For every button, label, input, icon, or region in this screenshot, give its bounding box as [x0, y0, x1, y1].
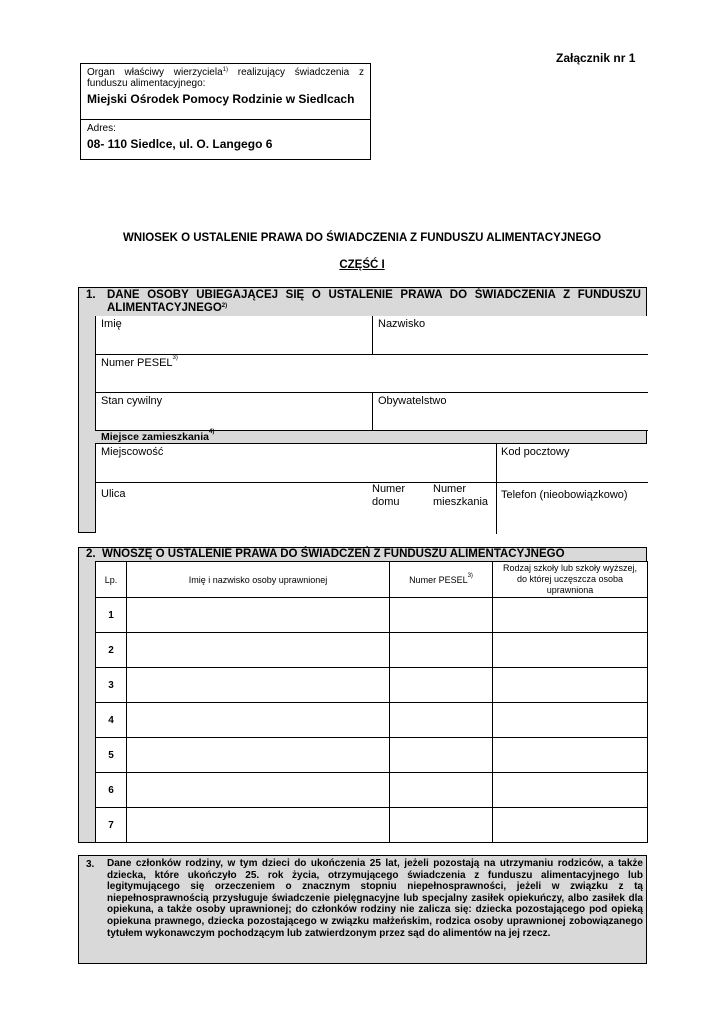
school-cell[interactable] [493, 598, 648, 633]
first-name-field[interactable]: Imię [101, 318, 122, 330]
school-cell[interactable] [493, 773, 648, 808]
column-name: Imię i nazwisko osoby uprawnionej [127, 562, 390, 598]
row-number: 5 [96, 738, 127, 773]
residence-label: Miejsce zamieszkania$^{4)}$ [101, 429, 215, 443]
pesel-cell[interactable] [390, 633, 493, 668]
school-cell[interactable] [493, 808, 648, 843]
pesel-field[interactable]: Numer PESEL$^{3)}$ [101, 355, 178, 369]
marital-status-field[interactable]: Stan cywilny [101, 395, 163, 407]
table-row [96, 808, 648, 843]
organ-name: Miejski Ośrodek Pomocy Rodzinie w Siedlcach [87, 92, 355, 106]
row-number: 7 [96, 808, 127, 843]
column-lp: Lp. [96, 562, 127, 598]
table-header-row [96, 562, 648, 598]
last-name-field[interactable]: Nazwisko [378, 318, 426, 330]
phone-field[interactable]: Telefon (nieobowiązkowo) [501, 489, 628, 501]
house-number-field[interactable]: Numer domu [372, 483, 406, 508]
personal-data-block [95, 316, 647, 431]
row-number: 4 [96, 703, 127, 738]
section-3-number: 3. [86, 859, 95, 870]
address-section [81, 120, 370, 151]
table-row [96, 703, 648, 738]
pesel-cell[interactable] [390, 668, 493, 703]
row-number: 6 [96, 773, 127, 808]
town-field[interactable]: Miejscowość [101, 446, 164, 458]
name-cell[interactable] [127, 773, 390, 808]
name-cell[interactable] [127, 598, 390, 633]
annex-label: Załącznik nr 1 [556, 51, 636, 65]
pesel-cell[interactable] [390, 808, 493, 843]
pesel-cell[interactable] [390, 773, 493, 808]
organ-box [80, 63, 371, 160]
row-number: 3 [96, 668, 127, 703]
column-school: Rodzaj szkoły lub szkoły wyższej, do której uczęszcza osoba uprawniona [493, 562, 648, 598]
name-cell[interactable] [127, 703, 390, 738]
address-label: Adres: [87, 123, 116, 134]
citizenship-field[interactable]: Obywatelstwo [378, 395, 447, 407]
residence-block [95, 443, 647, 533]
section-2-header [86, 548, 565, 560]
section-1-number: 1. [86, 289, 96, 301]
section-2-title: WNOSZĘ O USTALENIE PRAWA DO ŚWIADCZEŃ Z FUNDUSZU ALIMENTACYJNEGO [101, 548, 565, 560]
name-cell[interactable] [127, 633, 390, 668]
section-request [78, 547, 647, 843]
street-field[interactable]: Ulica [101, 488, 126, 500]
address-value: 08- 110 Siedlce, ul. O. Langego 6 [87, 137, 273, 151]
section-applicant [78, 287, 647, 533]
table-row [96, 738, 648, 773]
pesel-cell[interactable] [390, 598, 493, 633]
organ-label: Organ właściwy wierzyciela$^{1)}$ realizujący świadczenia z funduszu alimentacyjnego: [87, 67, 364, 89]
section-3-text: Dane członków rodziny, w tym dzieci do ukończenia 25 lat, jeżeli pozostają na utrzymaniu rodziców, a także dziecka, które ukończyło 25. rok życia, otrzymującego świadczenia z funduszu alimentacyjnego lub legitymującego się orzeczeniem o znacznym stopniu niepełnosprawności, jeżeli w związku z tą niepełnosprawnością przysługuje świadczenie pielęgnacyjne lub specjalny zasiłek opiekuńczy, albo zasiłek dla opiekuna, a także osoby uprawnionej; do członków rodziny nie zalicza się: dziecka pozostającego pod opieką opiekuna prawnego, dziecka pozostającego w związku małżeńskim, rodzica osoby uprawnionej zobowiązanego tytułem wykonawczym pochodzącym lub zatwierdzonym przez sąd do alimentów na jej rzecz. [107, 858, 643, 939]
beneficiaries-table [95, 561, 648, 843]
name-cell[interactable] [127, 808, 390, 843]
section-1-title: DANE OSOBY UBIEGAJĄCEJ SIĘ O USTALENIE PRAWA DO ŚWIADCZENIA Z FUNDUSZU ALIMENTACYJNEGO$^{2)}$ [107, 289, 641, 314]
name-cell[interactable] [127, 738, 390, 773]
pesel-cell[interactable] [390, 703, 493, 738]
table-row [96, 598, 648, 633]
school-cell[interactable] [493, 703, 648, 738]
document-title: WNIOSEK O USTALENIE PRAWA DO ŚWIADCZENIA Z FUNDUSZU ALIMENTACYJNEGO [122, 232, 602, 244]
pesel-cell[interactable] [390, 738, 493, 773]
table-row [96, 668, 648, 703]
table-row [96, 773, 648, 808]
row-number: 2 [96, 633, 127, 668]
school-cell[interactable] [493, 633, 648, 668]
table-row [96, 633, 648, 668]
postal-code-field[interactable]: Kod pocztowy [501, 446, 570, 458]
section-family-members [78, 855, 647, 964]
school-cell[interactable] [493, 668, 648, 703]
organ-section [81, 64, 370, 120]
section-2-number: 2. [86, 548, 96, 560]
column-pesel: Numer PESEL$^{3)}$ [390, 562, 493, 598]
part-title: CZĘŚĆ I [339, 259, 385, 271]
row-number: 1 [96, 598, 127, 633]
name-cell[interactable] [127, 668, 390, 703]
apartment-number-field[interactable]: Numer mieszkania [433, 483, 489, 508]
school-cell[interactable] [493, 738, 648, 773]
